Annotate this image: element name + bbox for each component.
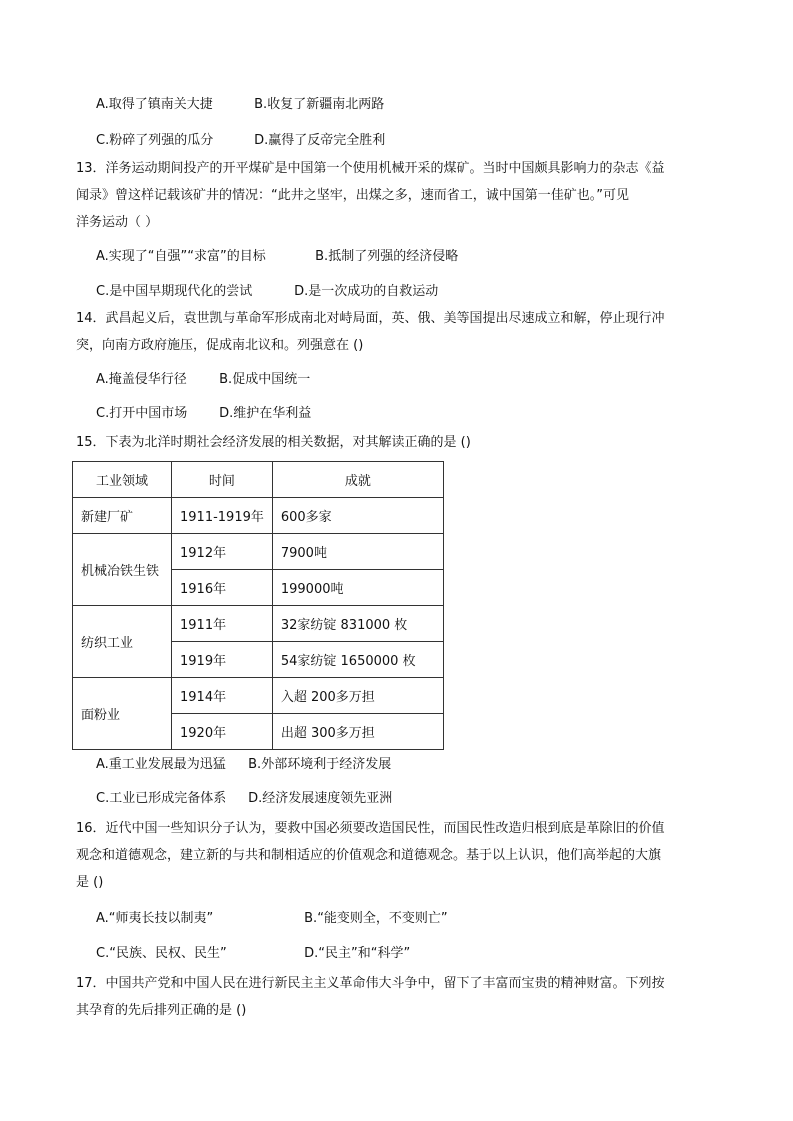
q13-option-b: B.抵制了列强的经济侵略	[315, 249, 459, 264]
q14-option-d: D.维护在华利益	[219, 406, 312, 421]
table-cell-result: 600多家	[272, 498, 443, 534]
q15-option-d: D.经济发展速度领先亚洲	[248, 791, 393, 806]
q13-option-a: A.实现了“自强”“求富”的目标	[96, 249, 266, 264]
q16-option-d: D.“民主”和“科学”	[304, 946, 411, 961]
table-row	[73, 606, 444, 642]
table-cell-result: 199000吨	[272, 570, 443, 606]
q12-option-d: D.赢得了反帝完全胜利	[254, 133, 386, 148]
q15-option-a: A.重工业发展最为迅猛	[96, 757, 226, 772]
table-cell-time: 1914年	[172, 678, 273, 714]
table-cell-time: 1919年	[172, 642, 273, 678]
q15-option-c: C.工业已形成完备体系	[96, 791, 227, 806]
table-header-field: 工业领域	[73, 462, 172, 498]
table-cell-result: 54家纺锭 1650000 枚	[272, 642, 443, 678]
q14-option-a: A.掩盖侵华行径	[96, 372, 187, 387]
table-header-row	[73, 462, 444, 498]
q13-stem-line2: 闻录》曾这样记载该矿井的情况：“此井之坚牢，出煤之多，速而省工，诚中国第一佳矿也。”可见	[76, 188, 629, 203]
table-cell-time: 1911-1919年	[172, 498, 273, 534]
q14-options-cd	[96, 405, 311, 423]
table-cell-result: 入超 200多万担	[272, 678, 443, 714]
table-cell-field: 机械冶铁生铁	[73, 534, 172, 606]
table-cell-result: 出超 300多万担	[272, 714, 443, 750]
q13-stem-line3: 洋务运动（ ）	[76, 215, 159, 230]
q17-stem-line2: 其孕育的先后排列正确的是 ()	[76, 1003, 247, 1018]
table-cell-result: 7900吨	[272, 534, 443, 570]
q15-stem-line1: 15．下表为北洋时期社会经济发展的相关数据，对其解读正确的是 ()	[76, 435, 471, 450]
q16-options-cd	[96, 945, 410, 963]
table-cell-time: 1920年	[172, 714, 273, 750]
q15-option-b: B.外部环境利于经济发展	[248, 757, 392, 772]
q16-stem-line2: 观念和道德观念，建立新的与共和制相适应的价值观念和道德观念。基于以上认识，他们高举起的大旗	[76, 848, 662, 863]
q12-option-c: C.粉碎了列强的瓜分	[96, 133, 214, 148]
table-cell-time: 1916年	[172, 570, 273, 606]
table-cell-result: 32家纺锭 831000 枚	[272, 606, 443, 642]
table-header-time: 时间	[172, 462, 273, 498]
table-row	[73, 498, 444, 534]
q13-option-c: C.是中国早期现代化的尝试	[96, 284, 253, 299]
q13-option-d: D.是一次成功的自救运动	[294, 284, 439, 299]
q12-option-b: B.收复了新疆南北两路	[254, 97, 385, 112]
q14-option-c: C.打开中国市场	[96, 406, 188, 421]
q15-data-table	[72, 461, 444, 750]
table-cell-time: 1912年	[172, 534, 273, 570]
q16-stem-line1: 16．近代中国一些知识分子认为，要救中国必须要改造国民性，而国民性改造归根到底是革除旧的价值	[76, 821, 665, 836]
q14-stem-line1: 14．武昌起义后，袁世凯与革命军形成南北对峙局面，英、俄、美等国提出尽速成立和解，停止现行冲	[76, 311, 665, 326]
q16-option-a: A.“师夷长技以制夷”	[96, 911, 214, 926]
table-header-result: 成就	[272, 462, 443, 498]
table-row	[73, 678, 444, 714]
q16-stem-line3: 是 ()	[76, 875, 104, 890]
q13-options-cd	[96, 283, 438, 301]
q16-options-ab	[96, 910, 448, 928]
q12-options-cd	[96, 132, 385, 150]
table-cell-time: 1911年	[172, 606, 273, 642]
q15-options-cd	[96, 790, 392, 808]
q17-stem-line1: 17．中国共产党和中国人民在进行新民主主义革命伟大斗争中，留下了丰富而宝贵的精神财富。下列按	[76, 976, 665, 991]
q13-stem-line1: 13．洋务运动期间投产的开平煤矿是中国第一个使用机械开采的煤矿。当时中国颇具影响力的杂志《益	[76, 161, 665, 176]
q16-option-b: B.“能变则全，不变则亡”	[304, 911, 448, 926]
table-row	[73, 534, 444, 570]
q16-option-c: C.“民族、民权、民生”	[96, 946, 227, 961]
table-cell-field: 纺织工业	[73, 606, 172, 678]
table-cell-field: 面粉业	[73, 678, 172, 750]
q14-option-b: B.促成中国统一	[219, 372, 311, 387]
q12-options-ab	[96, 96, 384, 114]
q14-options-ab	[96, 371, 310, 389]
table-cell-field: 新建厂矿	[73, 498, 172, 534]
q13-options-ab	[96, 248, 458, 266]
q12-option-a: A.取得了镇南关大捷	[96, 97, 213, 112]
q14-stem-line2: 突，向南方政府施压，促成南北议和。列强意在 ()	[76, 338, 364, 353]
q15-options-ab	[96, 756, 391, 774]
